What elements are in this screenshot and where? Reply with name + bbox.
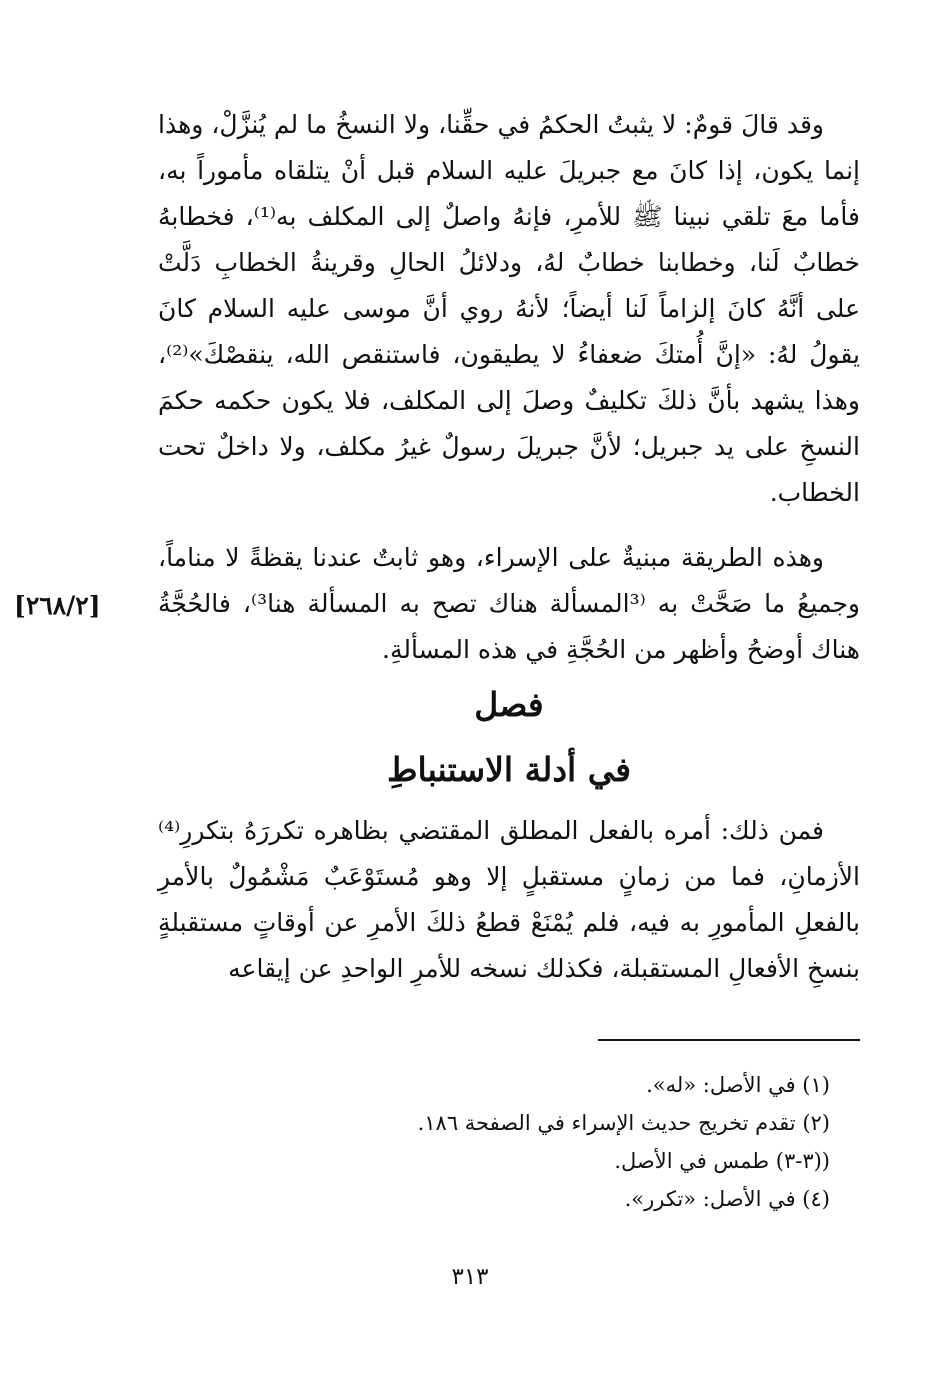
- footnote-divider: [598, 1039, 860, 1041]
- paragraph-text: فمن ذلك: أمره بالفعل المطلق المقتضي بظاهره تكررَهُ بتكررِ⁽⁴⁾ الأزمانِ، فما من زمانٍ مستقبلٍ إلا وهو مُستَوْعَبٌ مَشْمُولٌ بالأمرِ بالفعلِ المأمورِ به فيه، فلم يُمْنَعْ قطعُ ذلكَ الأمرِ عن أوقاتٍ مستقبلةٍ بنسخِ الأفعالِ المستقبلة، فكذلك نسخه للأمرِ الواحدِ عن إيقاعه: [158, 816, 860, 983]
- section-heading: فصل: [474, 685, 544, 724]
- section-subtitle: في أدلة الاستنباطِ: [387, 750, 631, 789]
- body-paragraph-2: [158, 535, 860, 673]
- footnotes: [300, 1066, 830, 1218]
- margin-page-reference: [٢٦٨/٢]: [14, 591, 101, 620]
- footnote-3: ((٣-٣) طمس في الأصل.: [614, 1149, 830, 1173]
- paragraph-text: وهذه الطريقة مبنيةٌ على الإسراء، وهو ثابتٌ عندنا يقظةً لا مناماً، وجميعُ ما صَحَّتْ به ⁽³المسألة هناك تصح به المسألة هنا³⁾، فالحُجَّةُ هناك أوضحُ وأظهر من الحُجَّةِ في هذه المسألةِ.: [158, 543, 860, 664]
- footnote-4: (٤) في الأصل: «تكرر».: [624, 1187, 830, 1211]
- page-number: ٣١٣: [451, 1264, 489, 1290]
- body-paragraph-1: [158, 102, 860, 516]
- footnote-2: (٢) تقدم تخريج حديث الإسراء في الصفحة ١٨٦.: [417, 1111, 830, 1135]
- footnote-1: (١) في الأصل: «له».: [646, 1073, 830, 1097]
- body-paragraph-3: [158, 808, 860, 992]
- paragraph-text: وقد قالَ قومٌ: لا يثبتُ الحكمُ في حقِّنا، ولا النسخُ ما لم يُنزَّلْ، وهذا إنما يكون، إذا كانَ مع جبريلَ عليه السلام قبل أنْ يتلقاه مأموراً به، فأما معَ تلقي نبينا ﷺ للأمرِ، فإنهُ واصلٌ إلى المكلف به⁽¹⁾، فخطابهُ خطابٌ لَنا، وخطابنا خطابٌ لهُ، ودلائلُ الحالِ وقرينةُ الخطابِ دَلَّتْ على أنَّهُ كانَ إلزاماً لَنا أيضاً؛ لأنهُ روي أنَّ موسى عليه السلام كانَ يقولُ لهُ: «إنَّ أُمتكَ ضعفاءُ لا يطيقون، فاستنقص الله، ينقصْكَ»⁽²⁾، وهذا يشهد بأنَّ ذلكَ تكليفٌ وصلَ إلى المكلف، فلا يكون حكمه حكمَ النسخِ على يد جبريل؛ لأنَّ جبريلَ رسولٌ غيرُ مكلف، ولا داخلٌ تحت الخطاب.: [158, 110, 860, 507]
